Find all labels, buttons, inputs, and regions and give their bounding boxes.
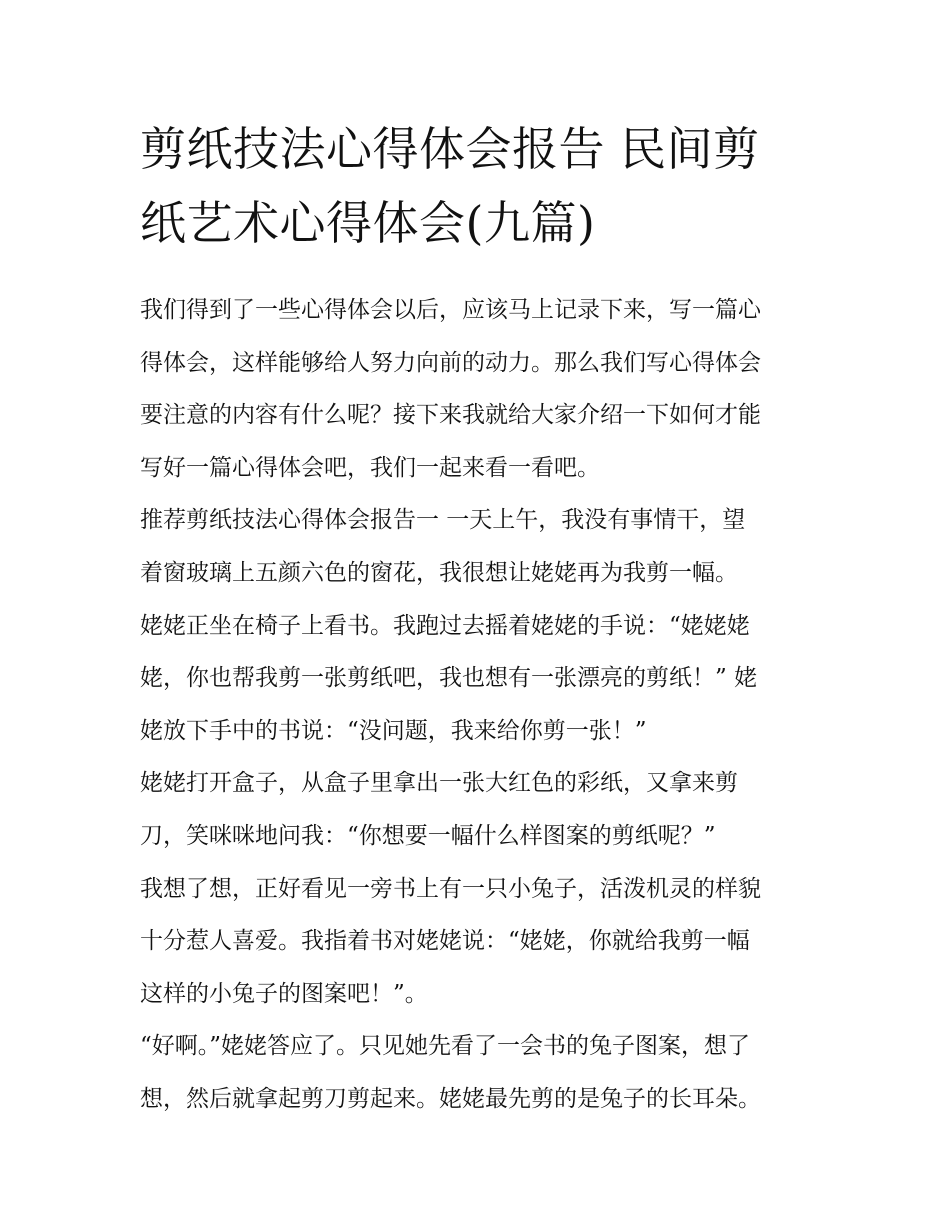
- body-text-line: 十分惹人喜爱。我指着书对姥姥说：“姥姥，你就给我剪一幅: [140, 928, 750, 955]
- body-text-line: 我们得到了一些心得体会以后，应该马上记录下来，写一篇心: [140, 297, 761, 323]
- title-line: 剪纸技法心得体会报告 民间剪: [140, 122, 760, 176]
- body-text-line: 我想了想，正好看见一旁书上有一只小兔子，活泼机灵的样貌: [140, 875, 761, 902]
- body-text-line: 要注意的内容有什么呢？接下来我就给大家介绍一下如何才能: [140, 402, 761, 429]
- body-text-line: 姥，你也帮我剪一张剪纸吧，我也想有一张漂亮的剪纸！” 姥: [140, 665, 758, 692]
- body-text-line: 姥放下手中的书说：“没问题，我来给你剪一张！”: [140, 717, 647, 744]
- body-text-line: “好啊。”姥姥答应了。只见她先看了一会书的兔子图案，想了: [140, 1033, 751, 1060]
- body-text-line: 这样的小兔子的图案吧！”。: [140, 980, 428, 1007]
- body-text-line: 推荐剪纸技法心得体会报告一 一天上午，我没有事情干，望: [140, 507, 746, 534]
- document-body: [140, 284, 812, 1126]
- title-line: 纸艺术心得体会(九篇): [140, 196, 596, 250]
- body-text-line: 姥姥打开盒子，从盒子里拿出一张大红色的彩纸，又拿来剪: [140, 770, 738, 797]
- body-text-line: 着窗玻璃上五颜六色的窗花，我很想让姥姥再为我剪一幅。: [140, 559, 738, 586]
- body-text-line: 得体会，这样能够给人努力向前的动力。那么我们写心得体会: [140, 349, 761, 376]
- document-title: [140, 112, 812, 260]
- document-content: [140, 112, 812, 1126]
- body-text-line: 想，然后就拿起剪刀剪起来。姥姥最先剪的是兔子的长耳朵。: [140, 1085, 761, 1112]
- body-text-line: 姥姥正坐在椅子上看书。我跑过去摇着姥姥的手说：“姥姥姥: [140, 612, 750, 639]
- body-text-line: 刀，笑咪咪地问我：“你想要一幅什么样图案的剪纸呢？”: [140, 822, 716, 849]
- body-text-line: 写好一篇心得体会吧，我们一起来看一看吧。: [140, 454, 600, 481]
